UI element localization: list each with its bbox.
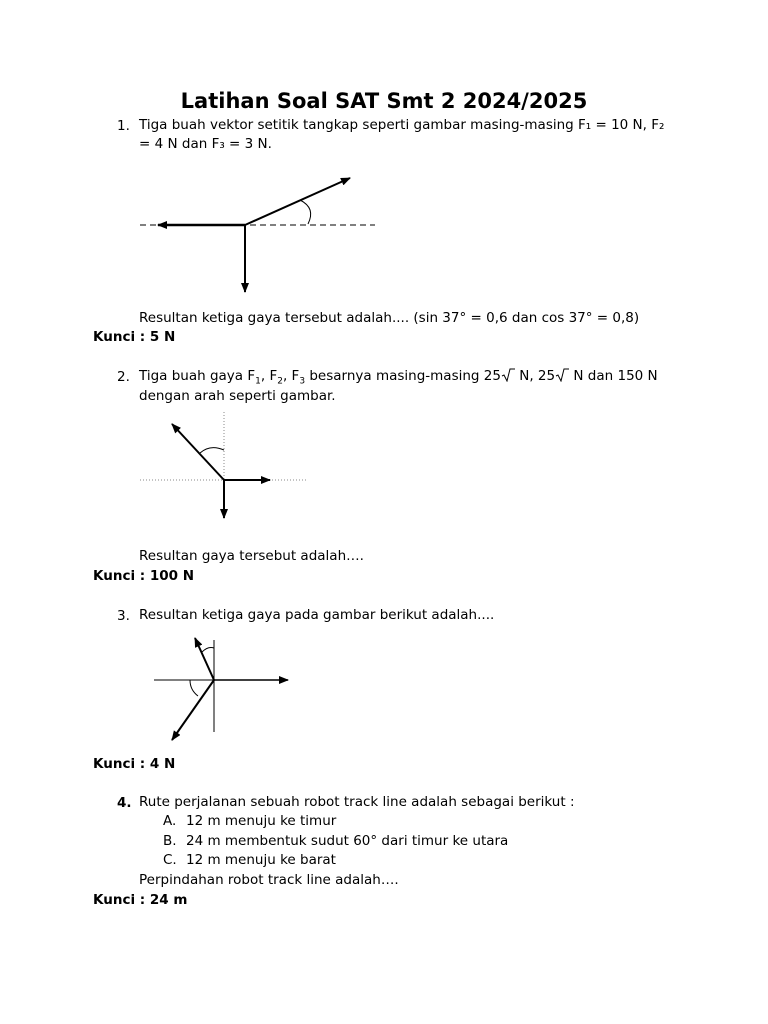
q3-key: Kunci : 4 N <box>93 756 176 772</box>
q2-angle-arc <box>200 448 224 453</box>
q4-option-c-letter: C. <box>163 852 177 868</box>
q2-text-line1: Tiga buah gaya $F_1$, $F_2$, $F_3$ besarnya masing-masing 25 N, 25 N dan 150 N <box>139 368 658 387</box>
q1-vector-f2 <box>245 178 350 225</box>
q1-angle-arc <box>300 200 311 224</box>
q2-question: Resultan gaya tersebut adalah…. <box>139 548 364 564</box>
q4-option-a-letter: A. <box>163 813 177 829</box>
q1-vector-diagram <box>130 168 390 298</box>
q2-vector-diagram <box>138 410 318 520</box>
q1-number: 1. <box>117 118 130 134</box>
q4-option-a-text: 12 m menuju ke timur <box>186 813 337 829</box>
q4-option-c-text: 12 m menuju ke barat <box>186 852 336 868</box>
q4-option-b-letter: B. <box>163 833 177 849</box>
sqrt-symbol <box>501 368 515 382</box>
q2-text-line2: dengan arah seperti gambar. <box>139 388 336 404</box>
q4-option-b-text: 24 m membentuk sudut 60° dari timur ke utara <box>186 833 509 849</box>
q4-key: Kunci : 24 m <box>93 892 188 908</box>
q3-vector-diagram <box>150 632 295 747</box>
q4-question: Perpindahan robot track line adalah…. <box>139 872 399 888</box>
q2-number: 2. <box>117 369 130 385</box>
q3-angle-arc-top <box>202 648 214 653</box>
q3-angle-arc-bottom <box>190 680 198 696</box>
q3-text-line1: Resultan ketiga gaya pada gambar berikut adalah.... <box>139 607 495 623</box>
q3-number: 3. <box>117 608 130 624</box>
q3-vector-south-west <box>172 680 214 740</box>
q4-number: 4. <box>117 795 132 811</box>
q1-key: Kunci : 5 N <box>93 329 176 345</box>
q1-text-line1: Tiga buah vektor setitik tangkap seperti gambar masing-masing F₁ = 10 N, F₂ <box>139 117 665 133</box>
q1-question: Resultan ketiga gaya tersebut adalah.... (sin 37° = 0,6 dan cos 37° = 0,8) <box>139 310 640 326</box>
page-title: Latihan Soal SAT Smt 2 2024/2025 <box>180 89 588 113</box>
q3-vector-north-west <box>195 638 214 680</box>
sqrt-symbol <box>555 368 569 382</box>
q2-key: Kunci : 100 N <box>93 568 195 584</box>
q4-text-line1: Rute perjalanan sebuah robot track line adalah sebagai berikut : <box>139 794 575 810</box>
q2-vector-f1 <box>172 424 224 480</box>
q1-text-line2: = 4 N dan F₃ = 3 N. <box>139 136 272 152</box>
